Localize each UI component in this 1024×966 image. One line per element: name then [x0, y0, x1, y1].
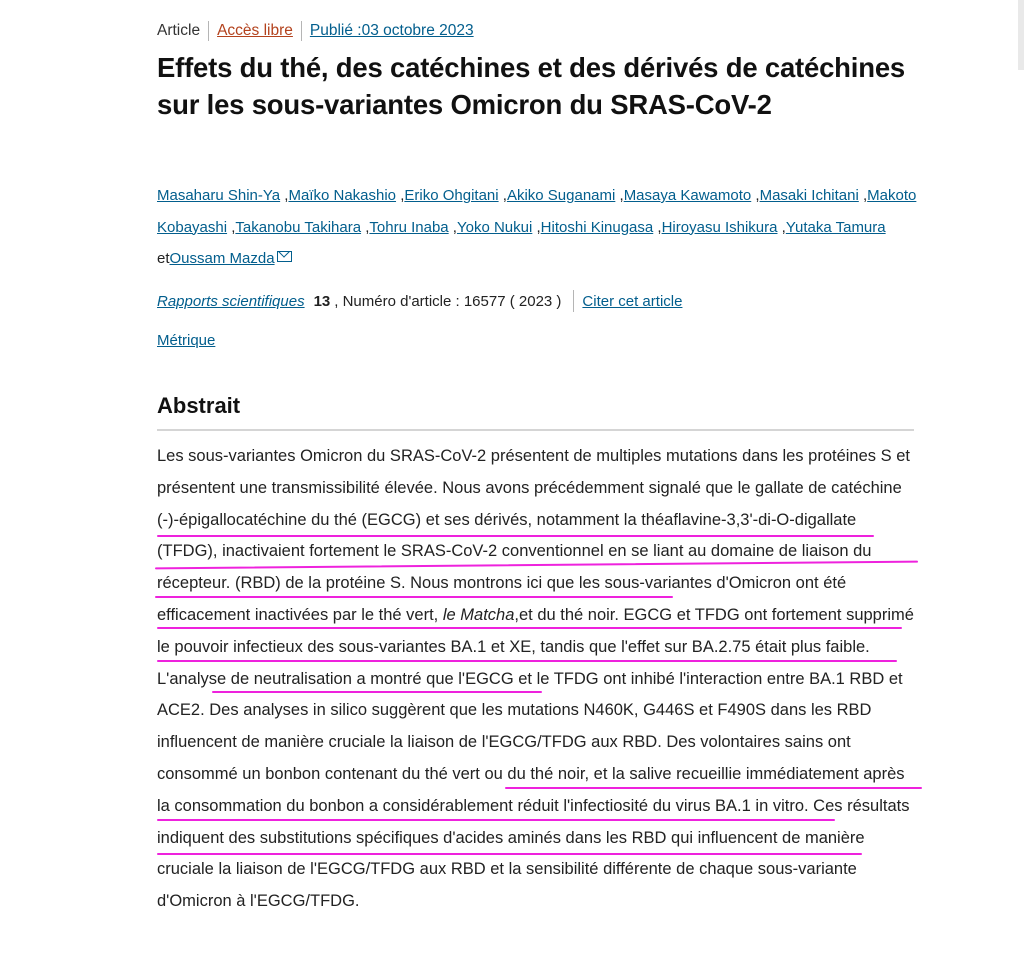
author-separator: ,: [361, 218, 370, 236]
author-link[interactable]: Eriko Ohgitani: [404, 187, 499, 204]
author-separator: ,: [653, 218, 662, 236]
author-link[interactable]: Takanobu Takihara: [235, 218, 362, 236]
annotation-underline: [157, 535, 874, 537]
author-separator: ,: [777, 218, 786, 236]
meta-divider: [301, 21, 302, 41]
author-link[interactable]: Masaki Ichitani: [759, 187, 859, 204]
article-type: Article: [157, 22, 201, 39]
author-list: [157, 180, 917, 275]
annotation-underline: [212, 691, 542, 693]
author-separator: ,: [396, 187, 405, 204]
author-link[interactable]: Maïko Nakashio: [288, 187, 397, 204]
citation-divider: [573, 290, 574, 312]
abstract-heading: Abstrait: [157, 393, 241, 418]
author-and: et: [157, 250, 170, 267]
author-link[interactable]: Masaya Kawamoto: [623, 187, 752, 204]
annotation-underline: [157, 819, 835, 821]
author-separator: ,: [858, 187, 868, 204]
author-separator: ,: [751, 187, 760, 204]
author-separator: ,: [532, 218, 541, 236]
metrics-link[interactable]: Métrique: [157, 332, 216, 349]
meta-divider: [208, 21, 209, 41]
journal-volume: 13: [313, 292, 331, 310]
article-title: Effets du thé, des catéchines et des dérivés de catéchines sur les sous-variantes Omicron du SRAS-CoV-2: [157, 52, 906, 120]
article-number: , Numéro d'article : 16577 ( 2023 ): [334, 292, 562, 310]
author-link[interactable]: Akiko Suganami: [506, 187, 616, 204]
envelope-icon[interactable]: [277, 251, 292, 262]
author-separator: ,: [615, 187, 624, 204]
author-separator: ,: [280, 187, 289, 204]
annotation-underline: [157, 627, 902, 629]
open-access-link[interactable]: Accès libre: [217, 22, 293, 39]
citation-line: [157, 290, 682, 312]
author-link[interactable]: Tohru Inaba: [369, 218, 449, 236]
author-link[interactable]: Hiroyasu Ishikura: [661, 218, 778, 236]
abstract-divider: [157, 429, 914, 431]
author-link[interactable]: Yutaka Tamura: [785, 218, 886, 236]
abstract-text-part-1: Les sous-variantes Omicron du SRAS-CoV-2 présentent de multiples mutations dans les protéines S et présentent une transmissibilité élevée. Nous avons précédemment signalé que le gallate de catéchine (-)-épigallocatéchine du thé (EGCG) et ses dérivés, notamment la théaflavine-3,3'-di-O-digallate (TFDG), inactivaient fortement le SRAS-CoV-2 conventionnel en se liant au domaine de liaison du récepteur. (RBD) de la protéine S. Nous montrons ici que les sous-variantes d'Omicron ont été efficacement inactivées par le thé vert,: [157, 447, 910, 624]
abstract-italic-term: le Matcha: [442, 605, 515, 624]
scrollbar[interactable]: [1018, 0, 1024, 70]
author-link[interactable]: Oussam Mazda: [169, 250, 275, 267]
author-separator: ,: [448, 218, 457, 236]
author-separator: ,: [498, 187, 507, 204]
abstract-text: [157, 441, 917, 918]
annotation-underline: [157, 660, 897, 662]
author-link[interactable]: Masaharu Shin-Ya: [157, 187, 281, 204]
author-link[interactable]: Yoko Nukui: [456, 218, 533, 236]
author-separator: ,: [227, 218, 236, 236]
annotation-underline: [155, 596, 673, 598]
author-link[interactable]: Makoto Kobayashi: [157, 187, 917, 236]
published-date-link[interactable]: Publié :03 octobre 2023: [309, 22, 474, 39]
author-link[interactable]: Hitoshi Kinugasa: [540, 218, 654, 236]
article-meta: [157, 21, 474, 41]
abstract-text-part-2: ,et du thé noir. EGCG et TFDG ont fortement supprimé le pouvoir infectieux des sous-variantes BA.1 et XE, tandis que l'effet sur BA.2.75 était plus faible. L'analyse de neutralisation a montré que l'EGCG et le TFDG ont inhibé l'interaction entre BA.1 RBD et ACE2. Des analyses in silico suggèrent que les mutations N460K, G446S et F490S dans les RBD influencent de manière cruciale la liaison de l'EGCG/TFDG aux RBD. Des volontaires sains ont consommé un bonbon contenant du thé vert ou du thé noir, et la salive recueillie immédiatement après la consommation du bonbon a considérablement réduit l'infectiosité du virus BA.1 in vitro. Ces résultats indiquent des substitutions spécifiques d'acides aminés dans les RBD qui influencent de manière cruciale la liaison de l'EGCG/TFDG aux RBD et la sensibilité différente de chaque sous-variante d'Omicron à l'EGCG/TFDG.: [157, 605, 914, 911]
annotation-underline: [157, 853, 862, 855]
journal-link[interactable]: Rapports scientifiques: [157, 292, 305, 310]
annotation-underline: [505, 787, 922, 789]
cite-article-link[interactable]: Citer cet article: [582, 292, 683, 310]
